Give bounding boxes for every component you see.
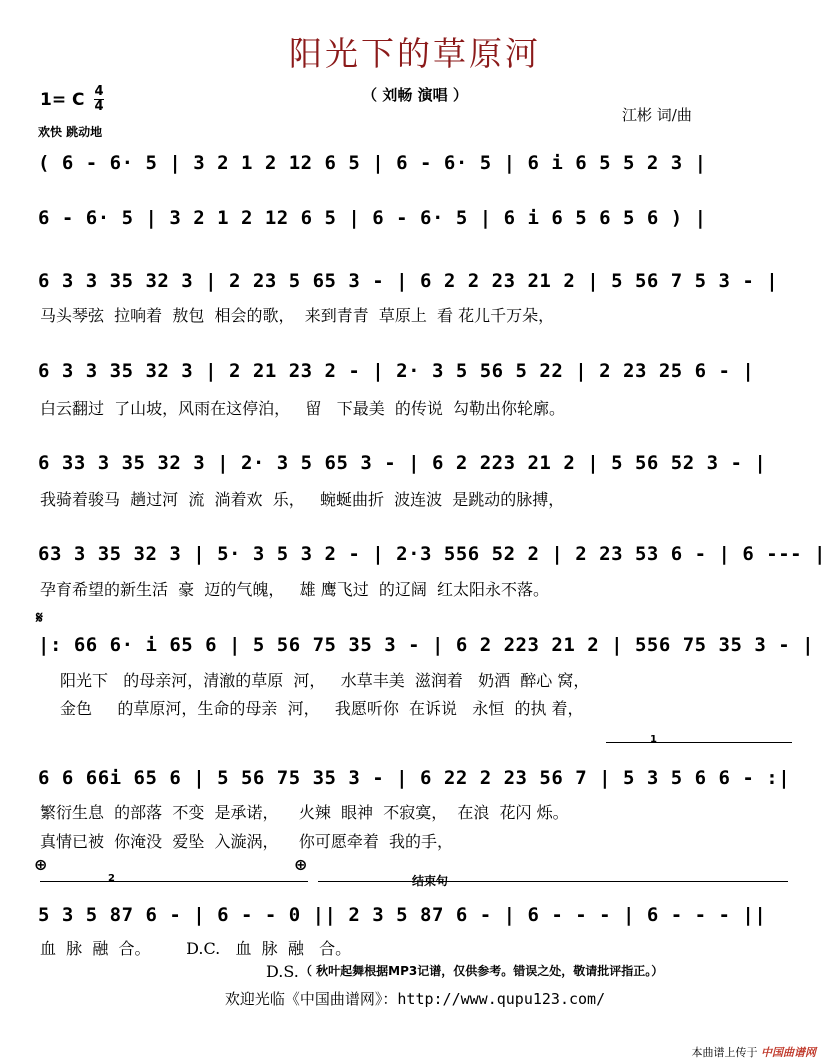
volta-2-bracket	[40, 881, 308, 882]
lyric-row-3: 马头琴弦 拉响着 敖包 相会的歌， 来到青青 草原上 看 花儿千万朵，	[40, 306, 555, 325]
notation-row-9: 5 3 5 87 6 - | 6 - - 0 || 2 3 5 87 6 - | 6 - - - | 6 - - - ||	[38, 904, 767, 926]
tempo-marking: 欢快 跳动地	[38, 125, 103, 139]
lyric-row-7-verse-1: 阳光下 的母亲河，清澈的草原 河， 水草丰美 滋润着 奶酒 醉心 窝，	[60, 671, 590, 690]
lyric-row-8-verse-2: 真情已被 你淹没 爱坠 入漩涡， 你可愿牵着 我的手，	[40, 832, 454, 851]
notation-row-4: 6 3 3 35 32 3 | 2 21 23 2 - | 2· 3 5 56 5 22 | 2 23 25 6 - |	[38, 360, 755, 382]
volta-2-label: 2	[108, 873, 115, 884]
coda-sign-1: ⊕	[34, 855, 48, 874]
key-signature: 1= C	[40, 90, 85, 110]
transcriber-note: （ 秋叶起舞根据MP3记谱，仅供参考。错误之处，敬请批评指正。）	[300, 964, 664, 978]
notation-row-5: 6 33 3 35 32 3 | 2· 3 5 65 3 - | 6 2 223 21 2 | 5 56 52 3 - |	[38, 452, 767, 474]
time-signature-bottom: 4	[94, 99, 104, 114]
upload-prefix: 本曲谱上传于	[691, 1046, 758, 1059]
notation-row-2: 6 - 6· 5 | 3 2 1 2 12 6 5 | 6 - 6· 5 | 6 i 6 5 6 5 6 ) |	[38, 207, 707, 229]
ending-bracket	[318, 881, 788, 882]
time-signature-top: 4	[94, 84, 104, 99]
site-logo: 中国曲谱网	[761, 1046, 816, 1059]
lyric-row-8-verse-1: 繁衍生息 的部落 不变 是承诺， 火辣 眼神 不寂寞， 在浪 花闪 烁。	[40, 803, 569, 822]
lyric-row-6: 孕育希望的新生活 豪 迈的气魄， 雄 鹰飞过 的辽阔 红太阳永不落。	[40, 580, 550, 599]
song-title: 阳光下的草原河	[289, 34, 541, 73]
notation-row-6: 63 3 35 32 3 | 5· 3 5 3 2 - | 2·3 556 52 2 | 2 23 53 6 - | 6 --- |	[38, 543, 826, 565]
volta-1-label: 1	[650, 734, 657, 745]
segno-sign: 𝄋	[36, 608, 43, 627]
time-signature	[94, 85, 104, 114]
notation-row-1: ( 6 - 6· 5 | 3 2 1 2 12 6 5 | 6 - 6· 5 | 6 i 6 5 5 2 3 |	[38, 152, 707, 174]
website-footer: 欢迎光临《中国曲谱网》：http://www.qupu123.com/	[224, 990, 606, 1008]
upload-credit	[692, 1044, 817, 1060]
performer-credit: （ 刘畅 演唱 ）	[362, 86, 468, 104]
ending-label: 结束句	[412, 874, 449, 888]
lyric-row-4: 白云翻过 了山坡，风雨在这停泊， 留 下最美 的传说 勾勒出你轮廓。	[40, 399, 566, 418]
volta-1-bracket	[606, 742, 792, 743]
coda-sign-2: ⊕	[294, 855, 308, 874]
lyric-row-5: 我骑着骏马 趟过河 流 淌着欢 乐， 蜿蜒曲折 波连波 是跳动的脉搏，	[40, 490, 565, 509]
composer-credit: 江彬 词/曲	[622, 106, 692, 124]
lyric-row-7-verse-2: 金色 的草原河，生命的母亲 河， 我愿听你 在诉说 永恒 的执 着，	[60, 699, 584, 718]
lyric-row-9: 血 脉 融 合。 D.C. 血 脉 融 合。	[40, 939, 352, 958]
notation-row-8: 6 6 66i 65 6 | 5 56 75 35 3 - | 6 22 2 23 56 7 | 5 3 5 6 6 - :|	[38, 767, 791, 789]
notation-row-7: |: 66 6· i 65 6 | 5 56 75 35 3 - | 6 2 223 21 2 | 556 75 35 3 - |	[38, 634, 815, 656]
ds-marking: D.S.	[266, 962, 299, 981]
notation-row-3: 6 3 3 35 32 3 | 2 23 5 65 3 - | 6 2 2 23 21 2 | 5 56 7 5 3 - |	[38, 270, 779, 292]
